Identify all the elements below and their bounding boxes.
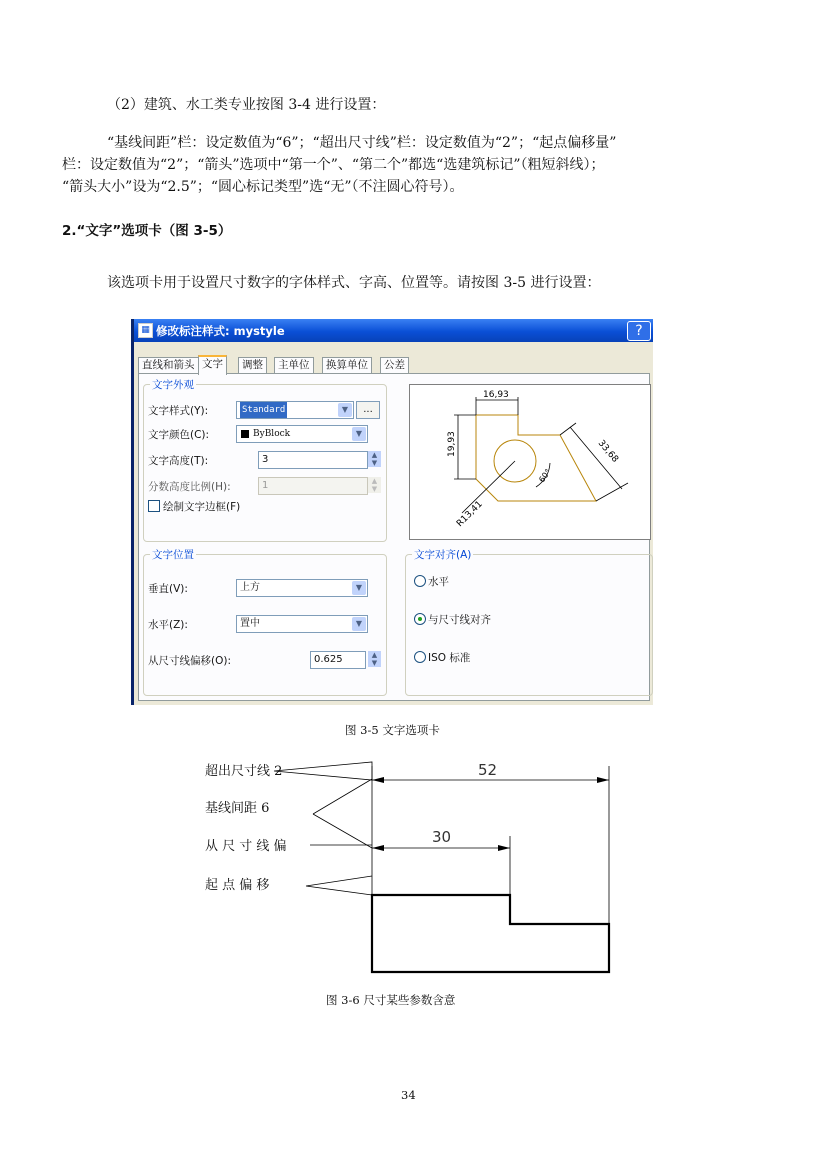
align-horizontal-label: 水平: [428, 576, 449, 588]
tab-panel: [138, 373, 650, 701]
preview-angle: 60°: [537, 467, 553, 485]
group-title: 文字位置: [152, 549, 194, 561]
fraction-scale-label: 分数高度比例(H):: [148, 481, 231, 493]
vertical-label: 垂直(V):: [148, 583, 188, 595]
section-heading: 2.“文字”选项卡（图 3-5）: [62, 223, 232, 239]
figure-caption-3-6: 图 3-6 尺寸某些参数含意: [326, 993, 456, 1007]
tab-primary-units[interactable]: 主单位: [274, 357, 314, 373]
preview-drawing: [410, 385, 650, 539]
fig36-label-extend: 超出尺寸线 2: [205, 764, 283, 779]
paragraph-line: “基线间距”栏：设定数值为“6”；“超出尺寸线”栏：设定数值为“2”；“起点偏移量”: [107, 135, 617, 151]
group-text-alignment: [405, 549, 653, 696]
vertical-select[interactable]: [236, 579, 368, 597]
group-text-appearance: [143, 379, 387, 542]
tab-alternate-units[interactable]: 换算单位: [322, 357, 372, 373]
dimension-preview: [409, 384, 651, 540]
tab-text[interactable]: 文字: [198, 355, 227, 375]
preview-dim-top: 16,93: [483, 390, 509, 400]
page-number: 34: [401, 1088, 416, 1102]
text-style-value: Standard: [240, 402, 287, 418]
text-height-input[interactable]: [258, 451, 368, 469]
help-button[interactable]: ?: [627, 321, 651, 341]
offset-value: 0.625: [314, 654, 343, 665]
preview-dim-left: 19,93: [447, 431, 457, 457]
horizontal-label: 水平(Z):: [148, 619, 188, 631]
align-horizontal-radio[interactable]: [414, 575, 426, 587]
align-iso-radio[interactable]: [414, 651, 426, 663]
offset-input[interactable]: [310, 651, 366, 669]
text-height-label: 文字高度(T):: [148, 455, 209, 467]
offset-label: 从尺寸线偏移(O):: [148, 655, 231, 667]
paragraph-line: “箭头大小”设为“2.5”；“圆心标记类型”选“无”（不注圆心符号）。: [62, 179, 464, 195]
draw-frame-label: 绘制文字边框(F): [163, 501, 241, 513]
align-iso-label: ISO 标准: [428, 652, 471, 664]
chevron-down-icon: ▼: [352, 427, 366, 441]
offset-spinner[interactable]: ▲ ▼: [368, 651, 381, 667]
group-text-placement: [143, 549, 387, 696]
paragraph-tab-intro: 该选项卡用于设置尺寸数字的字体样式、字高、位置等。请按图 3-5 进行设置：: [107, 275, 601, 291]
fig36-dim-outer: 52: [478, 761, 498, 779]
chevron-down-icon: ▼: [352, 581, 366, 595]
fig36-drawing: [270, 750, 630, 990]
text-style-label: 文字样式(Y):: [148, 405, 209, 417]
tab-lines-arrows[interactable]: 直线和箭头: [138, 357, 199, 373]
text-style-select[interactable]: [236, 401, 354, 419]
figure-caption-3-5: 图 3-5 文字选项卡: [345, 723, 440, 737]
fraction-scale-spinner: ▲ ▼: [368, 477, 381, 493]
fig36-label-origin-offset: 起 点 偏 移: [205, 878, 270, 893]
horizontal-select[interactable]: [236, 615, 368, 633]
text-color-label: 文字颜色(C):: [148, 429, 210, 441]
fig36-label-offset-from-line: 从 尺 寸 线 偏: [205, 839, 287, 854]
horizontal-value: 置中: [240, 618, 260, 629]
color-swatch: [241, 430, 249, 438]
text-height-value: 3: [262, 454, 269, 465]
dialog-title: 修改标注样式: mystyle: [156, 324, 285, 338]
fraction-scale-input: [258, 477, 368, 495]
text-color-value: ByBlock: [253, 429, 291, 439]
dialog-titlebar: [134, 319, 653, 342]
text-height-spinner[interactable]: ▲ ▼: [368, 451, 381, 467]
text-color-select[interactable]: [236, 425, 368, 443]
chevron-down-icon: ▼: [338, 403, 352, 417]
app-icon: ▦: [138, 323, 153, 338]
fig36-dim-inner: 30: [432, 828, 452, 846]
dimension-style-dialog: [131, 319, 653, 705]
paragraph-line: 栏：设定数值为“2”；“箭头”选项中“第一个”、“第二个”都选“选建筑标记”（粗短斜线）；: [62, 157, 605, 173]
tab-tolerances[interactable]: 公差: [380, 357, 409, 373]
draw-frame-checkbox[interactable]: [148, 500, 160, 512]
vertical-value: 上方: [240, 582, 260, 593]
chevron-down-icon: ▼: [352, 617, 366, 631]
align-dimension-label: 与尺寸线对齐: [428, 614, 491, 626]
fraction-scale-value: 1: [262, 480, 269, 491]
group-title: 文字对齐(A): [414, 549, 472, 561]
group-title: 文字外观: [152, 379, 194, 391]
tab-fit[interactable]: 调整: [238, 357, 267, 373]
fig36-label-baseline: 基线间距 6: [205, 801, 270, 816]
paragraph-settings-intro: （2）建筑、水工类专业按图 3-4 进行设置：: [107, 97, 386, 113]
preview-dim-right: 33,68: [595, 438, 620, 465]
align-dimension-radio[interactable]: [414, 613, 426, 625]
browse-style-button[interactable]: ...: [356, 401, 380, 419]
preview-radius: R13,41: [455, 499, 485, 530]
